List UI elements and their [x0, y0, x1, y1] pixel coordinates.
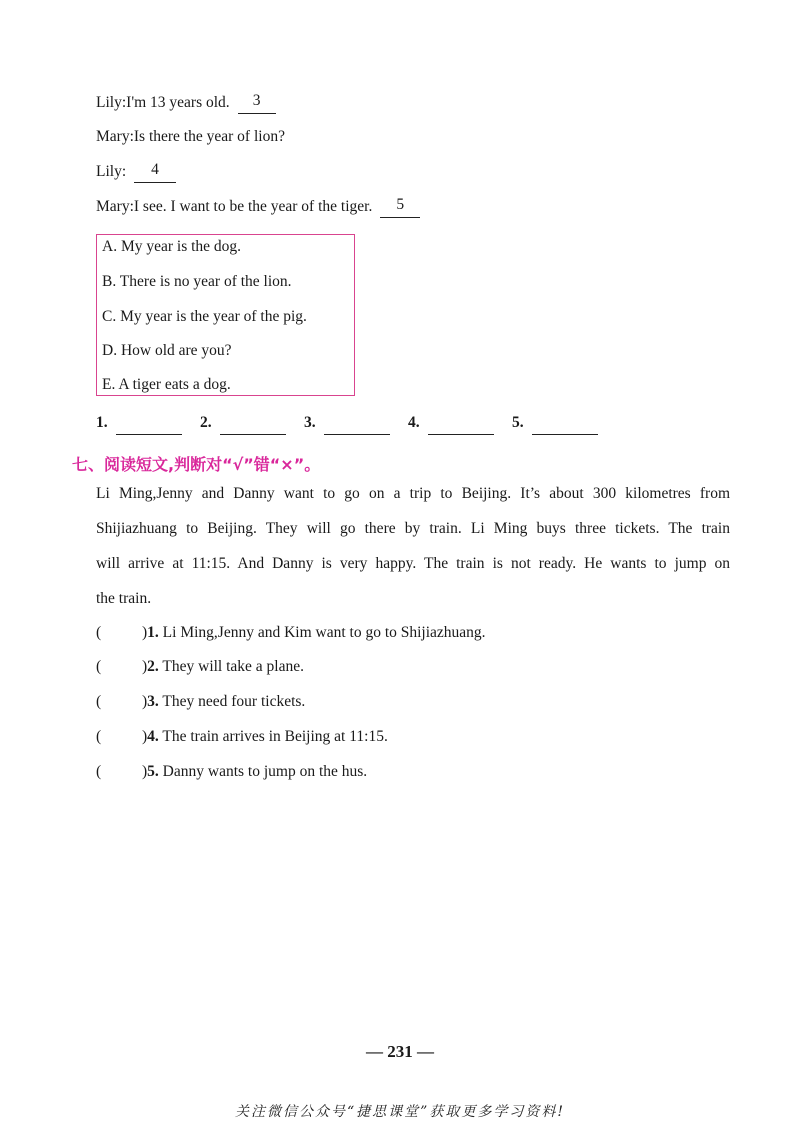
speaker: Mary — [96, 198, 130, 215]
answer-blank-2[interactable] — [220, 434, 286, 435]
tf-item-5: ( )5. Danny wants to jump on the hus. — [96, 763, 368, 780]
answer-blank-1[interactable] — [116, 434, 182, 435]
dialogue-line-3: Lily: 4 — [96, 163, 176, 183]
blank-5[interactable]: 5 — [380, 198, 420, 218]
tf-item-3: ( )3. They need four tickets. — [96, 693, 306, 710]
page-number: — 231 — — [366, 1042, 434, 1061]
passage-line-1: Li Ming,Jenny and Danny want to go on a trip to Beijing. It’s about 300 kilometres from — [96, 485, 730, 502]
speaker: Lily — [96, 94, 122, 111]
speaker: Lily — [96, 163, 122, 180]
dialogue-line-2: Mary:Is there the year of lion? — [96, 128, 285, 145]
footer-note: 关注微信公众号“捷思课堂”获取更多学习资料! — [235, 1104, 565, 1120]
answer-paren-1[interactable]: ( — [96, 624, 102, 641]
tf-item-4: ( )4. The train arrives in Beijing at 11:15. — [96, 728, 388, 745]
passage-line-4: the train. — [96, 590, 152, 607]
answer-blank-4[interactable] — [428, 434, 494, 435]
answer-label-2: 2. — [200, 414, 212, 431]
answer-paren-4[interactable]: ( — [96, 728, 102, 745]
answer-label-5: 5. — [512, 414, 524, 431]
answer-paren-2[interactable]: ( — [96, 658, 102, 675]
blank-3[interactable]: 3 — [238, 94, 276, 114]
option-c: C. My year is the year of the pig. — [102, 308, 307, 325]
answer-paren-5[interactable]: ( — [96, 763, 102, 780]
answer-blank-3[interactable] — [324, 434, 390, 435]
tf-item-1: ( )1. Li Ming,Jenny and Kim want to go to Shijiazhuang. — [96, 624, 486, 641]
passage-line-2: Shijiazhuang to Beijing. They will go there by train. Li Ming buys three tickets. The train — [96, 520, 730, 537]
section-title: 七、阅读短文,判断对“√”错“×”。 — [72, 455, 321, 474]
answer-label-4: 4. — [408, 414, 420, 431]
answer-paren-3[interactable]: ( — [96, 693, 102, 710]
answer-blank-5[interactable] — [532, 434, 598, 435]
answer-label-1: 1. — [96, 414, 108, 431]
passage-line-3: will arrive at 11:15. And Danny is very happy. The train is not ready. He wants to jump on — [96, 555, 730, 572]
options-box — [96, 234, 355, 396]
dialogue-line-1: Lily:I'm 13 years old. 3 — [96, 94, 276, 114]
dialogue-text: I see. I want to be the year of the tiger. — [133, 198, 373, 215]
option-d: D. How old are you? — [102, 342, 232, 359]
dialogue-text: Is there the year of lion? — [133, 128, 285, 145]
option-a: A. My year is the dog. — [102, 238, 242, 255]
dialogue-line-4: Mary:I see. I want to be the year of the tiger. 5 — [96, 198, 420, 218]
option-e: E. A tiger eats a dog. — [102, 376, 231, 393]
answer-label-3: 3. — [304, 414, 316, 431]
option-b: B. There is no year of the lion. — [102, 273, 292, 290]
tf-item-2: ( )2. They will take a plane. — [96, 658, 305, 675]
dialogue-text: I'm 13 years old. — [126, 94, 230, 111]
blank-4[interactable]: 4 — [134, 163, 176, 183]
speaker: Mary — [96, 128, 130, 145]
